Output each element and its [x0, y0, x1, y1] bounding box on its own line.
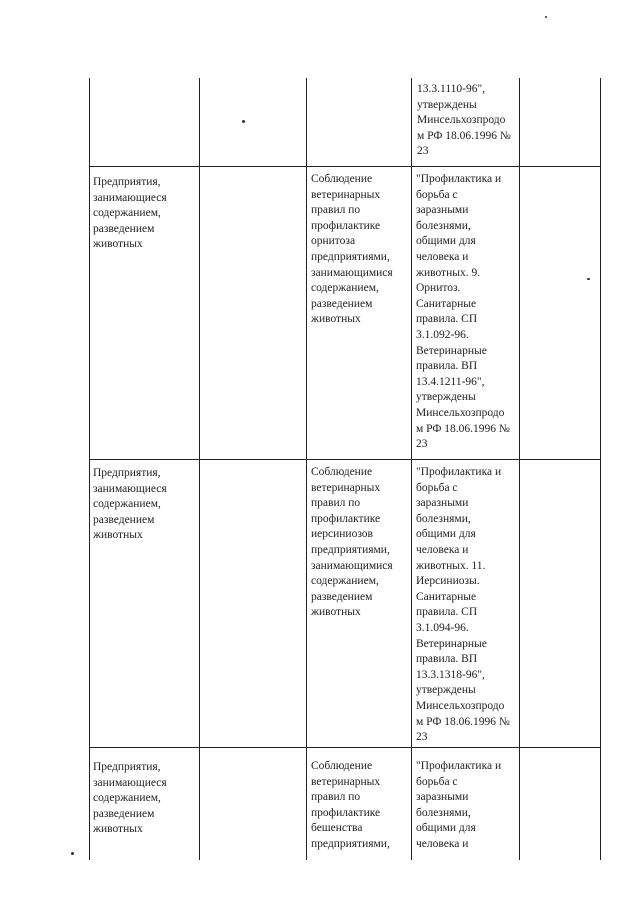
row-divider	[89, 166, 601, 167]
table-cell-subjects: Предприятия, занимающиеся содержанием, разведением животных	[93, 467, 167, 542]
table-border-right	[600, 78, 601, 860]
row-divider	[89, 459, 601, 460]
table-cell-act: 13.3.1110-96", утверждены Минсельхозпродо м РФ 18.06.1996 № 23	[417, 83, 511, 158]
table-cell-requirement: Соблюдение ветеринарных правил по профилактике иерсиниозов предприятиями, занимающимися содержанием, разведением животных	[311, 466, 393, 619]
table-cell-act: "Профилактика и борьба с заразными болезнями, общими для человека и	[416, 760, 502, 850]
table-cell-subjects: Предприятия, занимающиеся содержанием, разведением животных	[93, 176, 167, 251]
table-cell-requirement: Соблюдение ветеринарных правил по профилактике бешенства предприятиями,	[311, 760, 390, 850]
table-border-col5	[519, 78, 520, 860]
table-border-col3	[306, 78, 307, 860]
table-cell-act: "Профилактика и борьба с заразными болезнями, общими для человека и животных. 9. Орнитоз. Санитарные правила. СП 3.1.092-96. Ветеринарные правила. ВП 13.4.1211-96", утверждены Минсельхозпродо м РФ 18.06.1996 № 23	[416, 173, 510, 451]
scan-speck	[71, 852, 74, 855]
table-cell-subjects: Предприятия, занимающиеся содержанием, разведением животных	[93, 761, 167, 836]
scan-speck	[587, 278, 590, 280]
table-cell-act: "Профилактика и борьба с заразными болезнями, общими для человека и животных. 11. Иерсиниозы. Санитарные правила. СП 3.1.094-96. Ветеринарные правила. ВП 13.3.1318-96", утверждены Минсельхозпродо м РФ 18.06.1996 № 23	[416, 466, 510, 744]
table-border-left	[89, 78, 90, 860]
row-divider	[89, 747, 601, 748]
scan-speck	[242, 120, 245, 123]
table-cell-requirement: Соблюдение ветеринарных правил по профилактике орнитоза предприятиями, занимающимися содержанием, разведением животных	[311, 173, 393, 326]
table-border-col2	[199, 78, 200, 860]
scan-speck	[545, 16, 547, 18]
table-border-col4	[411, 78, 412, 860]
